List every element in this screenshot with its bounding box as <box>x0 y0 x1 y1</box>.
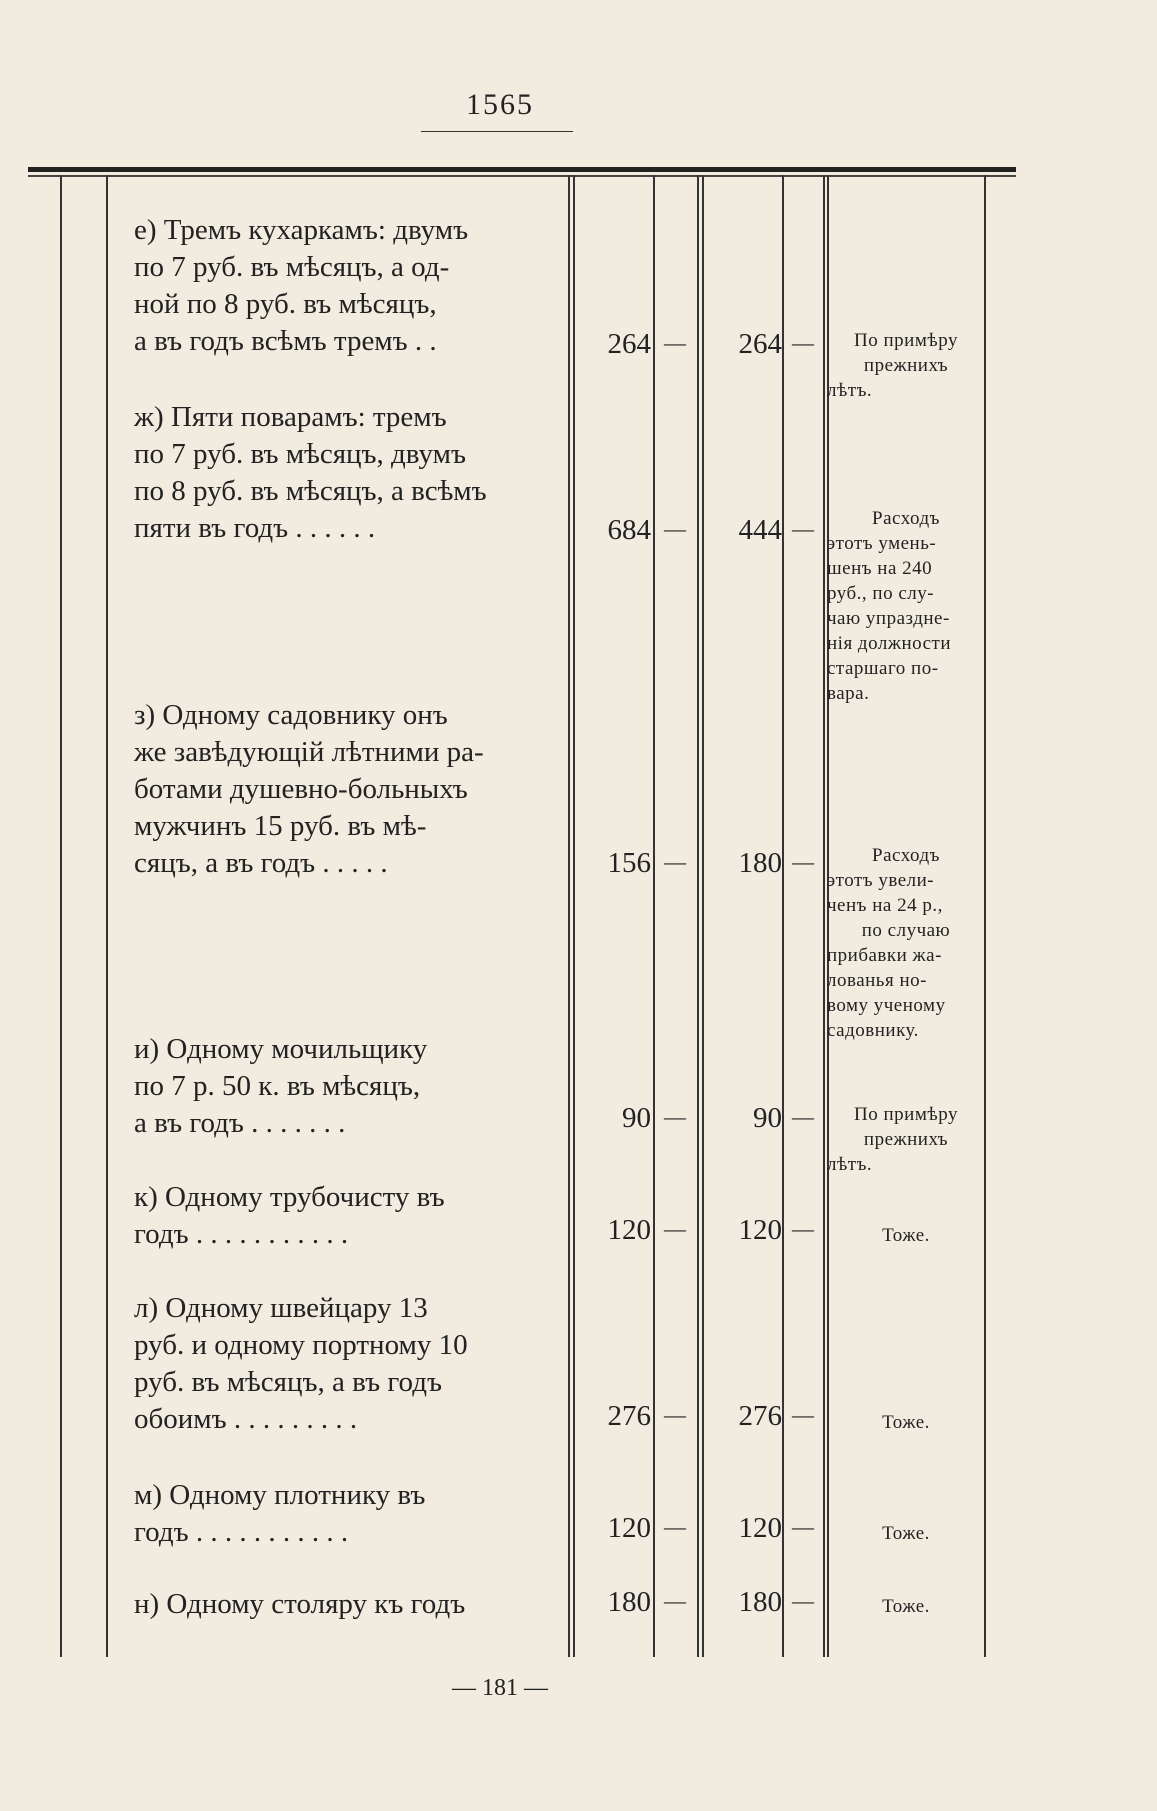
previous-amount: 264 <box>607 328 651 360</box>
remark-line: руб., по слу- <box>827 583 935 604</box>
remark-line: чаю упраздне- <box>827 608 950 629</box>
entry-line: л) Одному швейцару 13 <box>134 1292 428 1324</box>
remark <box>827 328 985 403</box>
dash-mark: — <box>664 330 686 355</box>
new-amount: 90 <box>753 1102 782 1134</box>
entry-line: з) Одному садовнику онъ <box>134 699 448 731</box>
column-rule <box>573 175 575 1657</box>
table-row <box>134 1290 554 1438</box>
column-rule <box>653 175 655 1657</box>
new-amount: 444 <box>738 514 782 546</box>
dash-mark: — <box>792 1104 814 1129</box>
table-row <box>134 1031 554 1142</box>
entry-line: а въ годъ всѣмъ тремъ . . <box>134 325 437 357</box>
entry-line: ж) Пяти поварамъ: тремъ <box>134 401 447 433</box>
entry-line: мужчинъ 15 руб. въ мѣ- <box>134 810 427 842</box>
entry-line: к) Одному трубочисту въ <box>134 1181 445 1213</box>
table-top-rule <box>28 167 1016 172</box>
remark-line: прежнихъ <box>863 355 949 376</box>
entry-line: руб. въ мѣсяцъ, а въ годъ <box>134 1366 442 1398</box>
entry-line: годъ . . . . . . . . . . . <box>134 1218 349 1250</box>
remark-line: прибавки жа- <box>827 945 942 966</box>
previous-amount: 276 <box>607 1400 651 1432</box>
remark-line: вому ученому <box>827 995 946 1016</box>
remark-line: Тоже. <box>882 1523 930 1544</box>
table-row <box>134 1179 554 1253</box>
remark <box>827 843 985 1043</box>
remark-line: Тоже. <box>882 1596 930 1617</box>
remark-line: По примѣру <box>854 1104 958 1125</box>
entry-line: по 7 руб. въ мѣсяцъ, а од- <box>134 251 450 283</box>
previous-amount: 120 <box>607 1214 651 1246</box>
remark-line: шенъ на 240 <box>827 558 933 579</box>
dash-mark: — <box>664 849 686 874</box>
dash-mark: — <box>792 1216 814 1241</box>
entry-line: обоимъ . . . . . . . . . <box>134 1403 358 1435</box>
entry-line: е) Тремъ кухаркамъ: двумъ <box>134 214 469 246</box>
entry-line: по 8 руб. въ мѣсяцъ, а всѣмъ <box>134 475 487 507</box>
column-rule <box>823 175 825 1657</box>
entry-line: по 7 руб. въ мѣсяцъ, двумъ <box>134 438 466 470</box>
remark <box>827 1521 985 1546</box>
dash-mark: — <box>664 1514 686 1539</box>
remark <box>827 1594 985 1619</box>
remark-line: вара. <box>827 683 870 704</box>
dash-mark: — <box>664 1216 686 1241</box>
remark <box>827 1410 985 1435</box>
new-amount: 120 <box>738 1512 782 1544</box>
dash-mark: — <box>792 1514 814 1539</box>
table-row <box>134 1477 554 1551</box>
remark-line: нія должности <box>827 633 952 654</box>
remark <box>827 1102 985 1177</box>
entry-line: по 7 р. 50 к. въ мѣсяцъ, <box>134 1070 421 1102</box>
table-row <box>134 212 554 360</box>
entry-line: м) Одному плотнику въ <box>134 1479 426 1511</box>
new-amount: 120 <box>738 1214 782 1246</box>
remark-line: этотъ умень- <box>827 533 937 554</box>
previous-amount: 120 <box>607 1512 651 1544</box>
remark-line: прежнихъ <box>863 1129 949 1150</box>
dash-mark: — <box>792 849 814 874</box>
entry-line: пяти въ годъ . . . . . . <box>134 512 376 544</box>
table-row <box>134 697 554 882</box>
remark-line: старшаго по- <box>827 658 939 679</box>
table-row <box>134 399 554 547</box>
previous-amount: 90 <box>622 1102 651 1134</box>
column-rule <box>697 175 699 1657</box>
entry-line: годъ . . . . . . . . . . . <box>134 1516 349 1548</box>
footer-page-label: — 181 — <box>452 1675 548 1701</box>
remark-line: Расходъ <box>872 508 940 529</box>
previous-amount: 156 <box>607 847 651 879</box>
column-rule <box>782 175 784 1657</box>
entry-line: ботами душевно-больныхъ <box>134 773 468 805</box>
new-amount: 264 <box>738 328 782 360</box>
entry-line: и) Одному мочильщику <box>134 1033 428 1065</box>
dash-mark: — <box>664 1402 686 1427</box>
column-rule <box>106 175 108 1657</box>
dash-mark: — <box>792 330 814 355</box>
dash-mark: — <box>664 516 686 541</box>
entry-line: ной по 8 руб. въ мѣсяцъ, <box>134 288 437 320</box>
entry-line: руб. и одному портному 10 <box>134 1329 468 1361</box>
column-rule <box>702 175 704 1657</box>
remark <box>827 506 985 706</box>
column-rule <box>60 175 62 1657</box>
remark <box>827 1223 985 1248</box>
new-amount: 276 <box>738 1400 782 1432</box>
new-amount: 180 <box>738 847 782 879</box>
new-amount: 180 <box>738 1586 782 1618</box>
table-top-rule-thin <box>28 175 1016 177</box>
dash-mark: — <box>664 1588 686 1613</box>
dash-mark: — <box>664 1104 686 1129</box>
remark-line: Тоже. <box>882 1412 930 1433</box>
remark-line: лованья но- <box>827 970 927 991</box>
dash-mark: — <box>792 1402 814 1427</box>
remark-line: Тоже. <box>882 1225 930 1246</box>
entry-line: н) Одному столяру къ годъ <box>134 1588 466 1620</box>
dash-mark: — <box>792 1588 814 1613</box>
previous-amount: 684 <box>607 514 651 546</box>
table-row <box>134 1586 554 1623</box>
entry-line: же завѣдующій лѣтними ра- <box>134 736 484 768</box>
remark-line: по случаю <box>861 920 951 941</box>
remark-line: Расходъ <box>872 845 940 866</box>
page-number: 1565 <box>466 88 534 121</box>
dash-mark: — <box>792 516 814 541</box>
previous-amount: 180 <box>607 1586 651 1618</box>
remark-line: лѣтъ. <box>827 1154 873 1175</box>
page-number-underline <box>421 131 573 132</box>
remark-line: лѣтъ. <box>827 380 873 401</box>
entry-line: а въ годъ . . . . . . . <box>134 1107 346 1139</box>
entry-line: сяцъ, а въ годъ . . . . . <box>134 847 388 879</box>
column-rule <box>568 175 570 1657</box>
remark-line: ченъ на 24 р., <box>827 895 943 916</box>
remark-line: По примѣру <box>854 330 958 351</box>
remark-line: этотъ увели- <box>827 870 935 891</box>
remark-line: садовнику. <box>827 1020 919 1041</box>
